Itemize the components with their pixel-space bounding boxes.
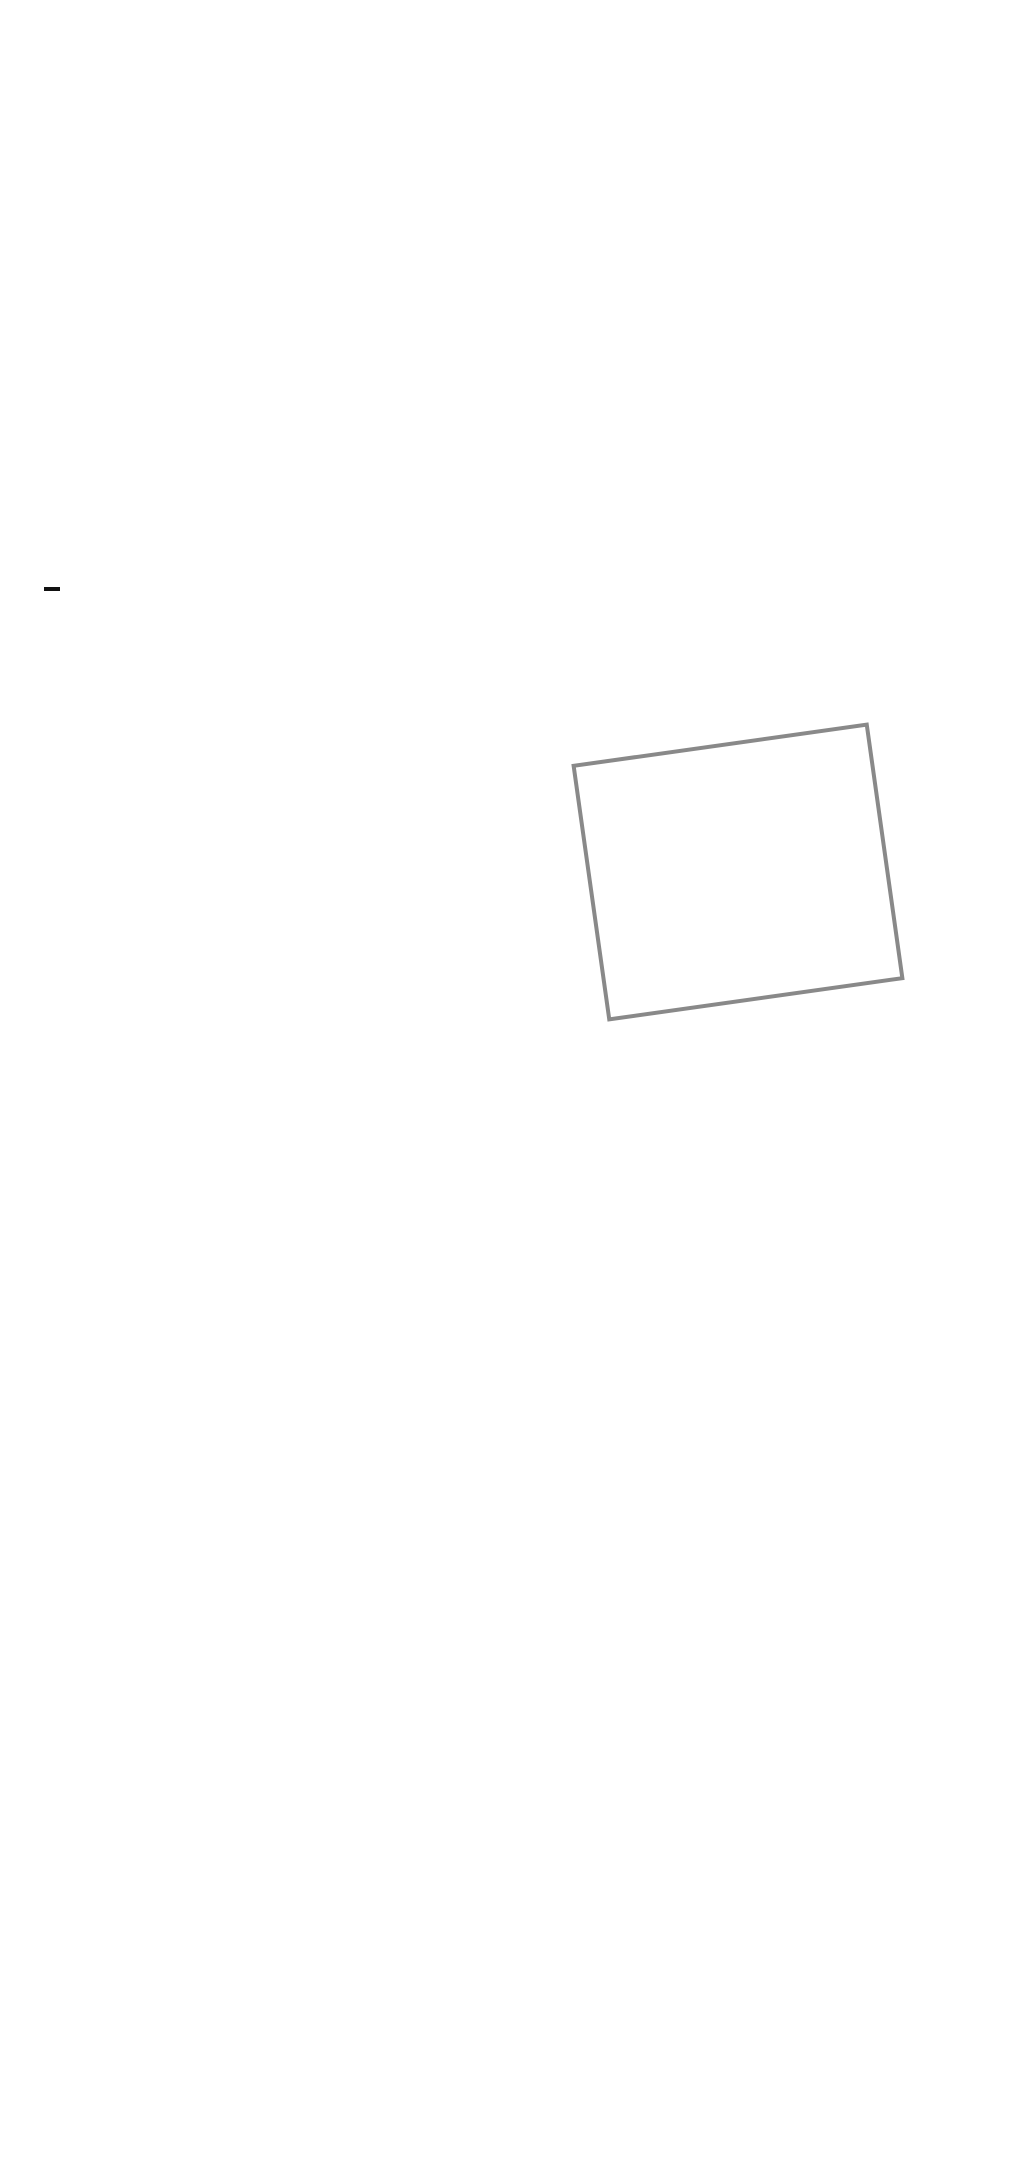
section-8-first-answer — [44, 570, 66, 598]
section-box-label — [44, 587, 60, 591]
watermark — [150, 1080, 870, 1190]
copyright-stamp — [571, 722, 904, 1021]
